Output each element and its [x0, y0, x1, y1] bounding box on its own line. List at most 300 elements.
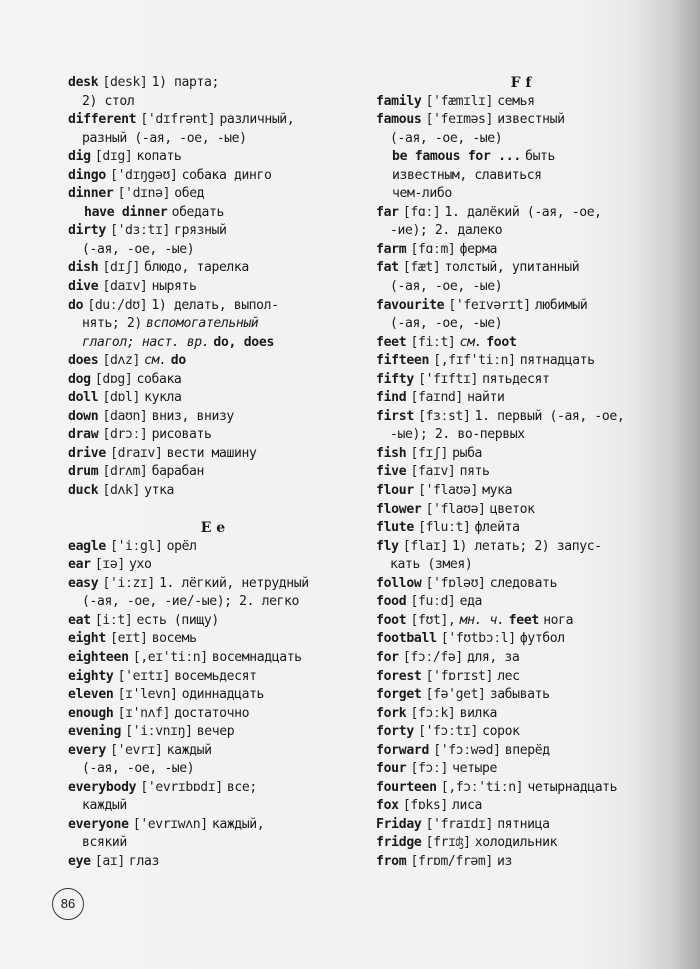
translation: четырнадцать [527, 779, 618, 795]
headword: do [68, 297, 84, 313]
translation-continuation: (-ая, -ое, -ые) [390, 279, 503, 295]
dictionary-entry [68, 779, 358, 816]
headword: eye [68, 853, 91, 869]
translation: собака [136, 371, 182, 387]
translation: толстый, упитанный [444, 260, 580, 276]
transcription: [fɑː] [402, 204, 441, 220]
dictionary-entry [68, 352, 358, 371]
headword: foot [376, 612, 407, 628]
headword: fifteen [376, 353, 430, 369]
entry-continuation [376, 278, 666, 297]
translation: следовать [489, 575, 558, 591]
headword: fish [376, 445, 407, 461]
translation: нырять [151, 279, 197, 295]
translation: вести машину [166, 445, 257, 461]
page-number: 86 [52, 888, 84, 920]
headword: fourteen [376, 779, 437, 795]
transcription: [eɪt] [110, 631, 148, 647]
grammar-note: вспомогательный [146, 316, 259, 332]
translation: глаз [129, 853, 159, 869]
translation: блюдо, тарелка [144, 260, 249, 276]
translation-continuation: (-ая, -ое, -ые) [82, 761, 195, 777]
transcription: [drɔː] [102, 427, 148, 443]
dictionary-entry [68, 278, 358, 297]
entry-continuation [68, 315, 358, 334]
dictionary-entry [376, 241, 666, 260]
entry-continuation [68, 93, 358, 112]
grammar-note: мн. ч. [459, 612, 505, 628]
dictionary-entry [68, 148, 358, 167]
dictionary-entry [376, 111, 666, 148]
transcription: [frɪʤ] [425, 835, 471, 851]
translation: рисовать [151, 427, 212, 443]
translation: футбол [519, 631, 565, 647]
translation: грязный [174, 223, 227, 239]
right-column [376, 74, 666, 872]
translation: забывать [489, 687, 550, 703]
translation: пять [459, 464, 490, 480]
entry-continuation [376, 315, 666, 334]
translation: вечер [196, 724, 235, 740]
dictionary-entry [68, 630, 358, 649]
translation-continuation: 2) стол [82, 93, 135, 109]
entry-continuation [376, 426, 666, 445]
translation: обедать [171, 204, 224, 220]
translation-continuation: каждый [82, 798, 127, 814]
dictionary-entry [376, 389, 666, 408]
headword: dog [68, 371, 91, 387]
dictionary-entry [376, 705, 666, 724]
dictionary-entry [68, 538, 358, 557]
headword: famous [376, 112, 422, 128]
headword: everybody [68, 779, 137, 795]
headword: dig [68, 149, 91, 165]
dictionary-entry [376, 148, 666, 204]
dictionary-entry [68, 649, 358, 668]
transcription: [daʊn] [102, 408, 148, 424]
headword: flower [376, 501, 422, 517]
translation: мука [482, 483, 513, 499]
translation: для, за [466, 649, 520, 665]
dictionary-entry [376, 853, 666, 872]
translation: холодильник [474, 835, 558, 851]
headword: desk [68, 75, 99, 90]
entry-continuation [68, 593, 358, 612]
transcription: ['iːvnɪŋ] [125, 724, 193, 740]
headword: favourite [376, 297, 445, 313]
dictionary-entry [68, 575, 358, 612]
dictionary-entry [68, 371, 358, 390]
transcription: [desk] [102, 75, 148, 90]
translation-continuation: разный (-ая, -ое, -ые) [82, 130, 247, 146]
translation: четыре [452, 761, 498, 777]
transcription: [iːt] [94, 612, 133, 628]
translation: вперёд [504, 742, 550, 758]
grammar-note: глагол; наст. вр. [82, 334, 210, 350]
phrase-headword: have dinner [84, 204, 168, 220]
dictionary-entry [376, 742, 666, 761]
headword: fork [376, 705, 407, 721]
translation-continuation: (-ая, -ое, -ые) [390, 130, 503, 146]
translation: копать [136, 149, 182, 165]
transcription: [ɪə] [94, 557, 125, 573]
transcription: [fɔː/fə] [402, 649, 463, 665]
translation: одиннадцать [181, 687, 265, 703]
translation: ферма [459, 241, 498, 257]
dictionary-entry [68, 185, 358, 204]
transcription: [fɔː] [410, 761, 448, 777]
translation: обед [174, 186, 205, 202]
transcription: [drʌm] [102, 464, 148, 480]
headword: forward [376, 742, 430, 758]
dictionary-entry [68, 482, 358, 501]
dictionary-entry [376, 204, 666, 241]
transcription: [fə'get] [425, 687, 486, 703]
translation: семья [497, 93, 535, 109]
dictionary-entry [376, 630, 666, 649]
headword: food [376, 594, 407, 610]
transcription: [,fɔː'tiːn] [440, 779, 524, 795]
transcription: [faɪv] [410, 464, 456, 480]
headword: for [376, 649, 399, 665]
transcription: ['fæmɪlɪ] [425, 93, 494, 109]
transcription: ['fɔːwəd] [433, 742, 501, 758]
headword: eighty [68, 668, 114, 684]
dictionary-entry [68, 297, 358, 353]
transcription: ['evrɪ] [110, 742, 163, 758]
headword: find [376, 390, 407, 406]
translation: вниз, внизу [151, 408, 234, 424]
headword: feet [376, 334, 407, 350]
translation: собака динго [181, 167, 272, 183]
transcription: ['fɒrɪst] [425, 668, 494, 684]
entry-continuation [376, 556, 666, 575]
transcription: ['dɪfrənt] [140, 112, 216, 128]
headword: football [376, 631, 437, 647]
headword: fat [376, 260, 399, 276]
translation-continuation: известным, славиться [392, 167, 542, 183]
translation: ухо [129, 557, 152, 573]
transcription: [fluːt] [418, 520, 471, 536]
transcription: [fɔːk] [410, 705, 456, 721]
dictionary-entry [376, 612, 666, 631]
headword: farm [376, 241, 407, 257]
dictionary-entry [68, 853, 358, 872]
transcription: ['evrɪwʌn] [132, 816, 208, 832]
transcription: ['fɒləʊ] [425, 575, 486, 591]
headword: forest [376, 668, 422, 684]
grammar-forms: do, does [213, 334, 275, 350]
phrase-line [68, 204, 358, 223]
translation-continuation: (-ая, -ое, -ые) [82, 241, 195, 257]
transcription: [fuːd] [410, 594, 456, 610]
transcription: [fɒks] [402, 798, 448, 814]
cross-reference: foot [486, 334, 517, 350]
translation: еда [459, 594, 483, 610]
headword: from [376, 853, 407, 869]
entry-continuation [376, 222, 666, 241]
dictionary-entry [68, 259, 358, 278]
dictionary-entry [376, 93, 666, 112]
translation: из [497, 853, 512, 869]
translation: нога [543, 612, 574, 628]
translation: 1) летать; 2) запус- [452, 538, 602, 554]
transcription: ['iːzɪ] [102, 575, 155, 591]
dictionary-entry [68, 408, 358, 427]
translation: пятнадцать [519, 353, 595, 369]
dictionary-entry [376, 445, 666, 464]
transcription: [duː/dʊ] [87, 297, 148, 313]
transcription: [ɪ'nʌf] [117, 705, 171, 721]
translation: 1. далёкий (-ая, -ое, [444, 204, 602, 220]
headword: fox [376, 798, 399, 814]
headword: down [68, 408, 99, 424]
transcription: ['dɪŋgəʊ] [110, 167, 178, 183]
transcription: [draɪv] [110, 445, 163, 461]
translation: цветок [489, 501, 535, 517]
transcription: [dɪʃ] [102, 260, 140, 276]
dictionary-entry [68, 74, 358, 111]
translation: лиса [452, 798, 482, 814]
section-gap [68, 501, 358, 520]
dictionary-entry [68, 445, 358, 464]
headword: dinner [68, 186, 114, 202]
transcription: ['feɪvərɪt] [448, 297, 531, 313]
headword: eight [68, 631, 106, 647]
entry-continuation [376, 130, 666, 149]
dictionary-entry [376, 408, 666, 445]
headword: evening [68, 724, 122, 740]
dictionary-entry [68, 723, 358, 742]
dictionary-entry [376, 723, 666, 742]
translation: достаточно [174, 705, 250, 721]
dictionary-entry [68, 612, 358, 631]
translation: пятница [497, 816, 550, 832]
transcription: [flaɪ] [402, 538, 448, 554]
phrase-line [376, 148, 666, 167]
dictionary-entry [68, 668, 358, 687]
transcription: [aɪ] [94, 853, 125, 869]
transcription: ['fɔːtɪ] [418, 724, 478, 740]
translation: различный, [219, 112, 295, 128]
dictionary-entry [376, 779, 666, 798]
translation-continuation: (-ая, -ое, -ие/-ые); 2. легко [82, 594, 300, 610]
headword: everyone [68, 816, 129, 832]
dictionary-entry [376, 668, 666, 687]
headword: five [376, 464, 407, 480]
dictionary-entry [376, 649, 666, 668]
transcription: [fɜːst] [418, 408, 471, 424]
dictionary-entry [68, 426, 358, 445]
dictionary-entry [68, 686, 358, 705]
headword: far [376, 204, 399, 220]
dictionary-entry [376, 482, 666, 501]
dictionary-entry [376, 334, 666, 353]
transcription: ['evrɪbɒdɪ] [140, 779, 223, 795]
letter-heading: F f [510, 75, 532, 91]
translation: любимый [534, 297, 588, 313]
translation: 1) делать, выпол- [151, 297, 279, 313]
dictionary-entry [68, 111, 358, 148]
translation: каждый [166, 742, 212, 758]
headword: drum [68, 464, 99, 480]
transcription: [fʊt], [410, 612, 456, 628]
translation: 1. лёгкий, нетрудный [159, 575, 309, 591]
headword: easy [68, 575, 99, 591]
dictionary-entry [376, 352, 666, 371]
headword: family [376, 93, 422, 109]
translation: барабан [151, 464, 204, 480]
grammar-note: см. [144, 353, 167, 369]
headword: fly [376, 538, 399, 554]
translation: флейта [474, 520, 520, 536]
phrase-continuation [376, 185, 666, 204]
translation-continuation: чем-либо [392, 186, 452, 202]
headword: does [68, 353, 99, 369]
transcription: [dɒg] [94, 371, 133, 387]
headword: four [376, 761, 407, 777]
phrase-headword: be famous for ... [392, 149, 521, 165]
phrase-continuation [376, 167, 666, 186]
headword: dive [68, 279, 99, 295]
translation: кукла [144, 390, 182, 406]
translation: рыба [452, 445, 483, 461]
dictionary-entry [376, 797, 666, 816]
headword: eagle [68, 538, 106, 554]
dictionary-entry [376, 575, 666, 594]
transcription: ['feɪməs] [425, 112, 494, 128]
dictionary-entry [376, 834, 666, 853]
transcription: [fæt] [402, 260, 441, 276]
transcription: [dɒl] [102, 390, 140, 406]
transcription: ['dɪnə] [117, 186, 171, 202]
entry-continuation [68, 834, 358, 853]
dictionary-entry [376, 371, 666, 390]
transcription: ['flaʊə] [425, 501, 486, 517]
transcription: [,eɪ'tiːn] [132, 649, 208, 665]
translation-continuation: -ие); 2. далеко [390, 223, 503, 239]
headword: draw [68, 427, 99, 443]
dictionary-entry [68, 204, 358, 223]
transcription: ['dɜːtɪ] [110, 223, 170, 239]
headword: duck [68, 483, 99, 499]
dictionary-entry [376, 593, 666, 612]
dictionary-entry [68, 167, 358, 186]
dictionary-entry [68, 556, 358, 575]
headword: eighteen [68, 649, 129, 665]
translation: известный [497, 112, 565, 128]
translation: утка [144, 483, 175, 499]
translation: восемьдесят [174, 668, 257, 684]
transcription: [fiːt] [410, 334, 456, 350]
dictionary-entry [68, 389, 358, 408]
transcription: ['fraɪdɪ] [425, 816, 494, 832]
entry-continuation [68, 334, 358, 353]
cross-reference: do [170, 353, 186, 369]
headword: follow [376, 575, 422, 591]
headword: fridge [376, 835, 422, 851]
dictionary-entry [376, 519, 666, 538]
entry-continuation [68, 130, 358, 149]
translation: восемнадцать [211, 649, 302, 665]
translation-continuation: нять; 2) [82, 316, 142, 332]
translation: найти [467, 390, 505, 406]
transcription: [daɪv] [102, 279, 148, 295]
translation: каждый, [211, 816, 265, 832]
dictionary-entry [68, 222, 358, 259]
transcription: ['iːgl] [110, 538, 163, 554]
headword: dish [68, 260, 99, 276]
headword: eleven [68, 687, 114, 703]
headword: enough [68, 705, 114, 721]
headword: ear [68, 557, 91, 573]
translation: вилка [459, 705, 498, 721]
cross-reference: feet [508, 612, 540, 628]
dictionary-entry [376, 686, 666, 705]
headword: every [68, 742, 106, 758]
transcription: [ɪ'levn] [117, 687, 178, 703]
translation: есть (пищу) [136, 612, 219, 628]
transcription: [frɒm/frəm] [410, 853, 493, 869]
headword: first [376, 408, 414, 424]
left-column [68, 74, 358, 872]
headword: fifty [376, 371, 414, 387]
translation: пятьдесят [482, 371, 550, 387]
entry-continuation [68, 760, 358, 779]
transcription: [faɪnd] [410, 390, 463, 406]
dictionary-entry [376, 259, 666, 296]
translation: восемь [151, 631, 197, 647]
translation-continuation: кать (змея) [390, 557, 473, 573]
headword: eat [68, 612, 91, 628]
headword: dirty [68, 223, 106, 239]
headword: Friday [376, 816, 422, 832]
headword: different [68, 112, 137, 128]
dictionary-entry [376, 501, 666, 520]
transcription: ['flaʊə] [418, 483, 478, 499]
translation: орёл [166, 538, 197, 554]
dictionary-entry [376, 297, 666, 334]
translation-continuation: -ые); 2. во-первых [390, 427, 525, 443]
translation: сорок [482, 724, 520, 740]
transcription: [dɪg] [94, 149, 133, 165]
transcription: [fɪʃ] [410, 445, 448, 461]
dictionary-entry [376, 463, 666, 482]
dictionary-entry [376, 816, 666, 835]
translation-continuation: (-ая, -ое, -ые) [390, 316, 503, 332]
headword: doll [68, 390, 99, 406]
headword: drive [68, 445, 106, 461]
translation: все; [226, 779, 257, 795]
translation: лес [497, 668, 520, 684]
transcription: [,fɪf'tiːn] [433, 353, 516, 369]
transcription: [fɑːm] [410, 241, 456, 257]
translation: быть [525, 149, 556, 165]
dictionary-entry [376, 760, 666, 779]
dictionary-entry [68, 742, 358, 779]
dictionary-entry [376, 538, 666, 575]
headword: forty [376, 724, 414, 740]
transcription: ['fɪftɪ] [418, 371, 478, 387]
entry-continuation [68, 241, 358, 260]
translation-continuation: всякий [82, 835, 127, 851]
headword: dingo [68, 167, 106, 183]
transcription: [dʌz] [102, 353, 140, 369]
transcription: ['fʊtbɔːl] [440, 631, 516, 647]
entry-continuation [68, 797, 358, 816]
translation: 1) парта; [151, 75, 219, 90]
letter-heading: E e [200, 520, 226, 537]
